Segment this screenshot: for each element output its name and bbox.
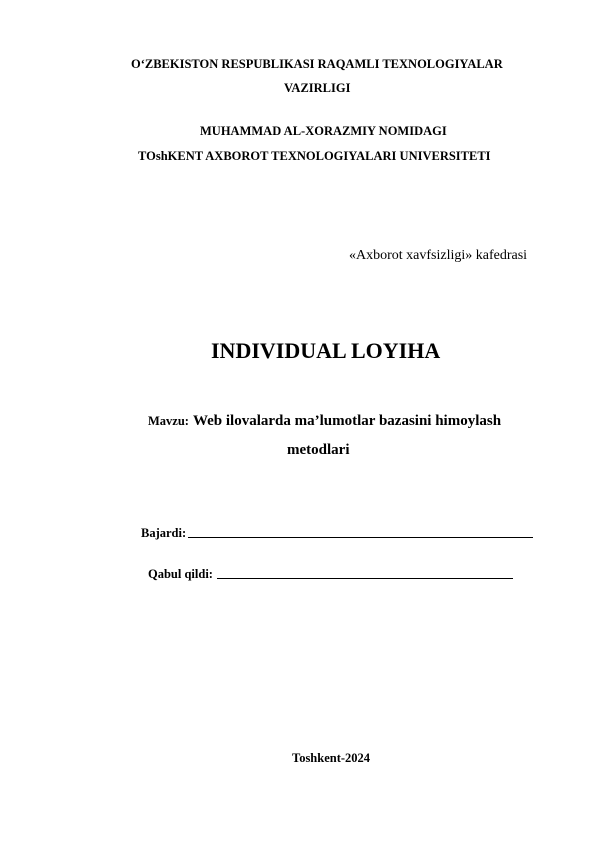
accepted-by-row — [148, 568, 513, 581]
accepted-by-signature-line — [217, 577, 513, 579]
topic-text-line2: metodlari — [287, 442, 350, 458]
city-year: Toshkent-2024 — [292, 751, 371, 765]
university-name-line1: MUHAMMAD AL-XORAZMIY NOMIDAGI — [200, 124, 447, 138]
topic-line1 — [148, 413, 501, 429]
performed-by-signature-line — [188, 536, 533, 538]
performed-by-label: Bajardi: — [141, 526, 187, 540]
topic-label: Mavzu: — [148, 414, 189, 428]
ministry-name-line2: VAZIRLIGI — [284, 81, 351, 95]
document-title: INDIVIDUAL LOYIHA — [211, 338, 441, 363]
topic-text-line1: Web ilovalarda ma’lumotlar bazasini himoylash — [192, 413, 502, 429]
university-name-line2: TOshKENT AXBOROT TEXNOLOGIYALARI UNIVERSITETI — [138, 149, 491, 163]
performed-by-row — [141, 527, 533, 540]
accepted-by-label: Qabul qildi: — [148, 567, 213, 581]
department-name: «Axborot xavfsizligi» kafedrasi — [349, 248, 528, 263]
ministry-name-line1: O‘ZBEKISTON RESPUBLIKASI RAQAMLI TEXNOLOGIYALAR — [131, 57, 503, 71]
